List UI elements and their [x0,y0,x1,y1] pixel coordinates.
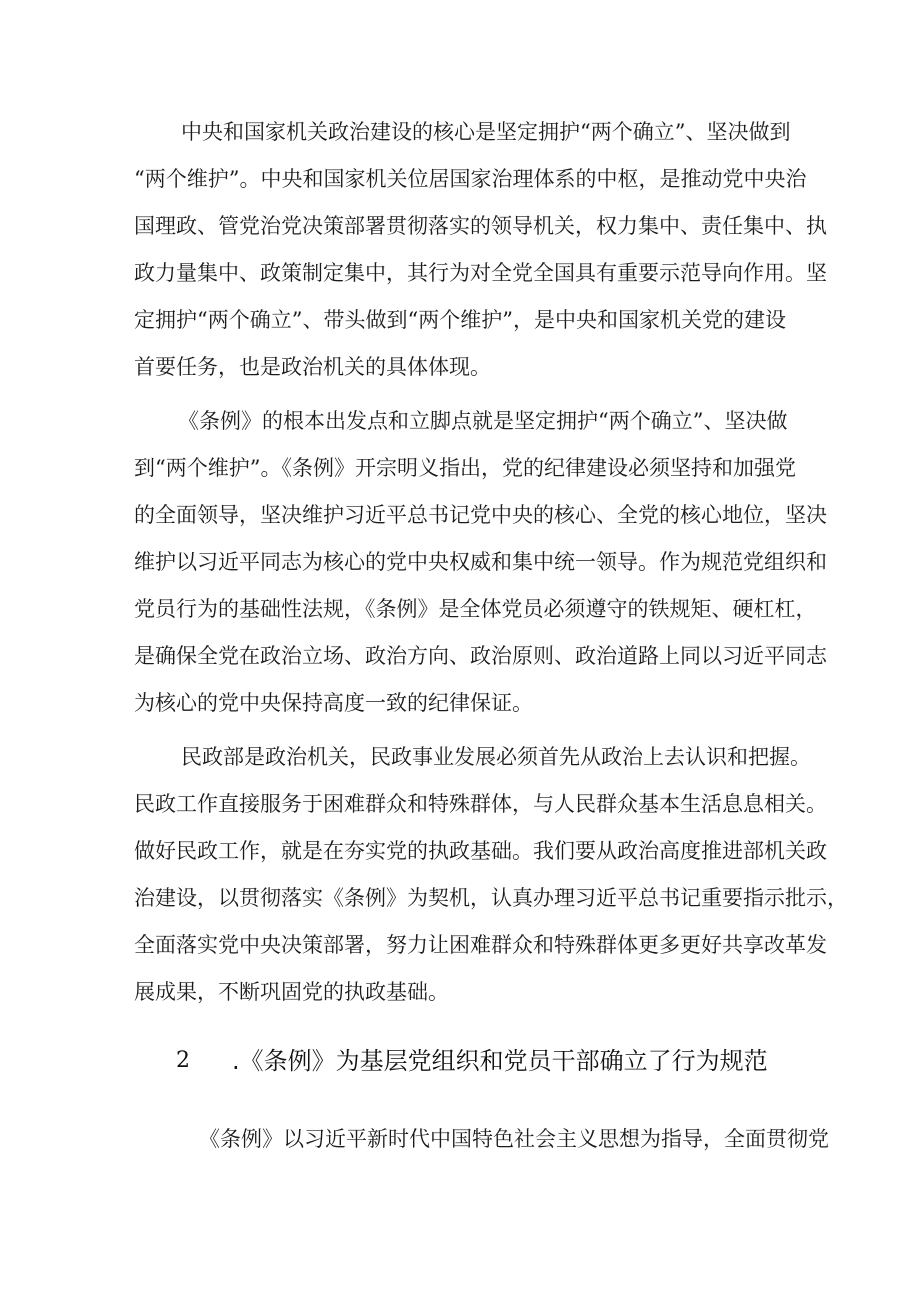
paragraph-line: 《条例》以习近平新时代中国特色社会主义思想为指导，全面贯彻党 [199,1127,829,1151]
section-heading-text: .《条例》为基层党组织和党员干部确立了行为规范 [232,1047,768,1075]
paragraph-line: 国理政、管党治党决策部署贯彻落实的领导机关，权力集中、责任集中、执 [134,214,827,238]
paragraph-line: “两个维护”。中央和国家机关位居国家治理体系的中枢，是推动党中央治 [134,167,807,191]
paragraph-line: 中央和国家机关政治建设的核心是坚定拥护“两个确立”、坚决做到 [181,120,791,144]
paragraph-line: 定拥护“两个确立”、带头做到“两个维护”，是中央和国家机关党的建设 [134,308,786,332]
paragraph-line: 展成果，不断巩固党的执政基础。 [134,980,449,1004]
paragraph-line: 是确保全党在政治立场、政治方向、政治原则、政治道路上同以习近平同志 [134,644,827,668]
paragraph-line: 做好民政工作，就是在夯实党的执政基础。我们要从政治高度推进部机关政 [134,839,827,863]
paragraph-line: 民政部是政治机关，民政事业发展必须首先从政治上去认识和把握。 [181,745,811,769]
paragraph-line: 到“两个维护”。《条例》开宗明义指出，党的纪律建设必须坚持和加强党 [134,456,796,480]
paragraph-line: 为核心的党中央保持高度一致的纪律保证。 [134,691,533,715]
paragraph-line: 首要任务，也是政治机关的具体体现。 [134,355,491,379]
paragraph-line: 民政工作直接服务于困难群众和特殊群体，与人民群众基本生活息息相关。 [134,792,827,816]
paragraph-line: 党员行为的基础性法规，《条例》是全体党员必须遵守的铁规矩、硬杠杠， [134,597,817,621]
paragraph-line: 《条例》的根本出发点和立脚点就是坚定拥护“两个确立”、坚决做 [178,409,788,433]
section-heading-number: 2 [176,1048,190,1073]
paragraph-line: 政力量集中、政策制定集中，其行为对全党全国具有重要示范导向作用。坚 [134,261,827,285]
paragraph-line: 全面落实党中央决策部署，努力让困难群众和特殊群体更多更好共享改革发 [134,933,827,957]
paragraph-line: 维护以习近平同志为核心的党中央权威和集中统一领导。作为规范党组织和 [134,550,827,574]
paragraph-line: 治建设，以贯彻落实《条例》为契机，认真办理习近平总书记重要指示批示， [134,886,848,910]
paragraph-line: 的全面领导，坚决维护习近平总书记党中央的核心、全党的核心地位，坚决 [134,503,827,527]
